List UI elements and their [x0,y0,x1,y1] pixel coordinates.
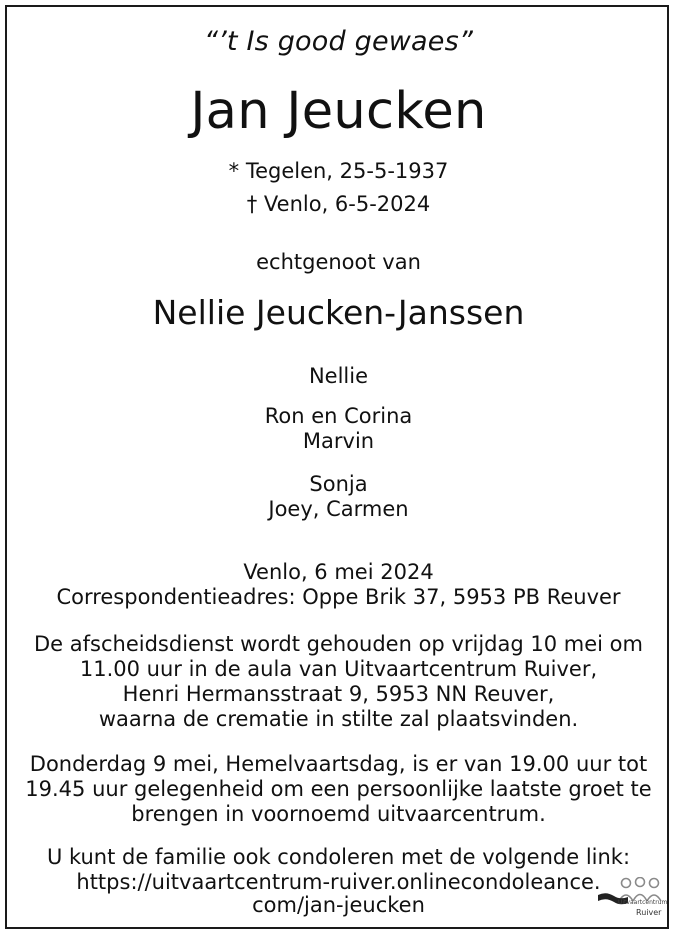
logo-text-top: Uitvaartcentrum [618,899,668,906]
family-member: Ron en Corina [264,404,413,428]
family-member: Nellie [308,364,369,388]
service-line: waarna de crematie in stilte zal plaatsvinden. [98,707,579,731]
relation-label: echtgenoot van [256,250,421,274]
funeral-home-logo [596,877,666,927]
correspondence-address: Correspondentieadres: Oppe Brik 37, 5953 PB Reuver [56,585,621,609]
logo-text-main: Ruiver [636,908,662,917]
condolence-link[interactable]: https://uitvaartcentrum-ruiver.onlinecondoleance. [76,870,601,894]
spouse-name: Nellie Jeucken-Janssen [152,293,525,332]
visitation-line: 19.45 uur gelegenheid om een persoonlijke laatste groet te [25,777,652,801]
service-line: Henri Hermansstraat 9, 5953 NN Reuver, [122,682,555,706]
service-line: De afscheidsdienst wordt gehouden op vrijdag 10 mei om [34,632,643,656]
birth-line: * Tegelen, 25-5-1937 [228,159,449,183]
service-line: 11.00 uur in de aula van Uitvaartcentrum Ruiver, [79,657,598,681]
motto: “’t Is good gewaes” [203,26,474,57]
condolence-line: U kunt de familie ook condoleren met de volgende link: [46,845,631,869]
family-member: Joey, Carmen [268,497,409,521]
place-date: Venlo, 6 mei 2024 [243,560,434,584]
visitation-line: Donderdag 9 mei, Hemelvaartsdag, is er van 19.00 uur tot [29,752,648,776]
death-line: † Venlo, 6-5-2024 [246,192,431,216]
family-member: Marvin [302,429,375,453]
visitation-line: brengen in voornoemd uitvaarcentrum. [131,802,546,826]
condolence-link-continued[interactable]: com/jan-jeucken [252,893,425,917]
family-member: Sonja [309,472,368,496]
deceased-name: Jan Jeucken [190,82,487,141]
